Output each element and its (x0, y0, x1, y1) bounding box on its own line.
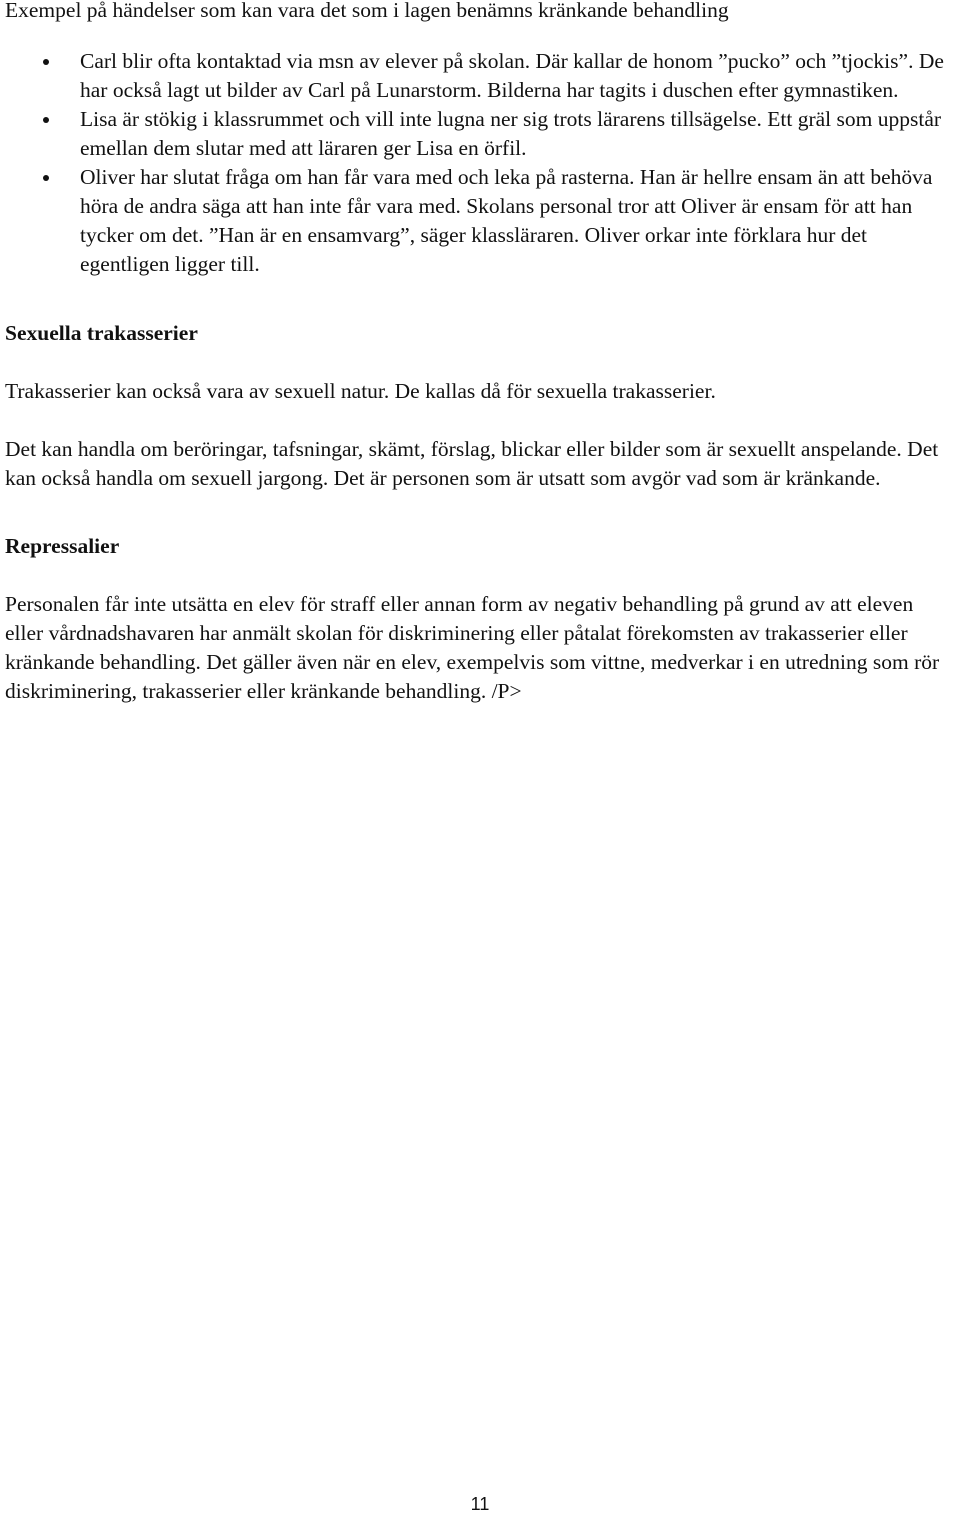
sexual-harassment-paragraph-1: Trakasserier kan också vara av sexuell natur. De kallas då för sexuella trakasserier. (5, 379, 716, 403)
bullet-icon (43, 175, 49, 181)
example-text: Carl blir ofta kontaktad via msn av elever på skolan. Där kallar de honom ”pucko” och ”tjockis”. De har också lagt ut bilder av Carl på Lunarstorm. Bilderna har tagits i duschen efter gymnastiken. (80, 49, 944, 102)
example-item-oliver (5, 163, 955, 279)
bullet-icon (43, 59, 49, 65)
section-heading-sexual-harassment: Sexuella trakasserier (5, 321, 198, 345)
example-item-lisa (5, 105, 955, 163)
examples-list (5, 47, 955, 279)
section-heading-reprisals: Repressalier (5, 534, 120, 558)
example-item-carl (5, 47, 955, 105)
intro-paragraph: Exempel på händelser som kan vara det som i lagen benämns kränkande behandling (5, 0, 729, 22)
example-text: Lisa är stökig i klassrummet och vill inte lugna ner sig trots lärarens tillsägelse. Ett gräl som uppstår emellan dem slutar med att läraren ger Lisa en örfil. (80, 107, 942, 160)
bullet-icon (43, 117, 49, 123)
page-number: 11 (470, 1494, 490, 1514)
document-body (5, 0, 955, 706)
example-text: Oliver har slutat fråga om han får vara med och leka på rasterna. Han är hellre ensam än att behöva höra de andra säga att han inte får vara med. Skolans personal tror att Oliver är ensam för att han tycker om det. ”Han är en ensamvarg”, säger klassläraren. Oliver orkar inte förklara hur det egentligen ligger till. (80, 165, 933, 276)
sexual-harassment-paragraph-2: Det kan handla om beröringar, tafsningar, skämt, förslag, blickar eller bilder som är sexuellt anspelande. Det kan också handla om sexuell jargong. Det är personen som är utsatt som avgör vad som är kränkande. (5, 437, 939, 490)
reprisals-paragraph: Personalen får inte utsätta en elev för straff eller annan form av negativ behandling på grund av att eleven eller vårdnadshavaren har anmält skolan för diskriminering eller påtalat förekomsten av trakasserier eller kränkande behandling. Det gäller även när en elev, exempelvis som vittne, medverkar i en utredning som rör diskriminering, trakasserier eller kränkande behandling. /P> (5, 592, 940, 703)
